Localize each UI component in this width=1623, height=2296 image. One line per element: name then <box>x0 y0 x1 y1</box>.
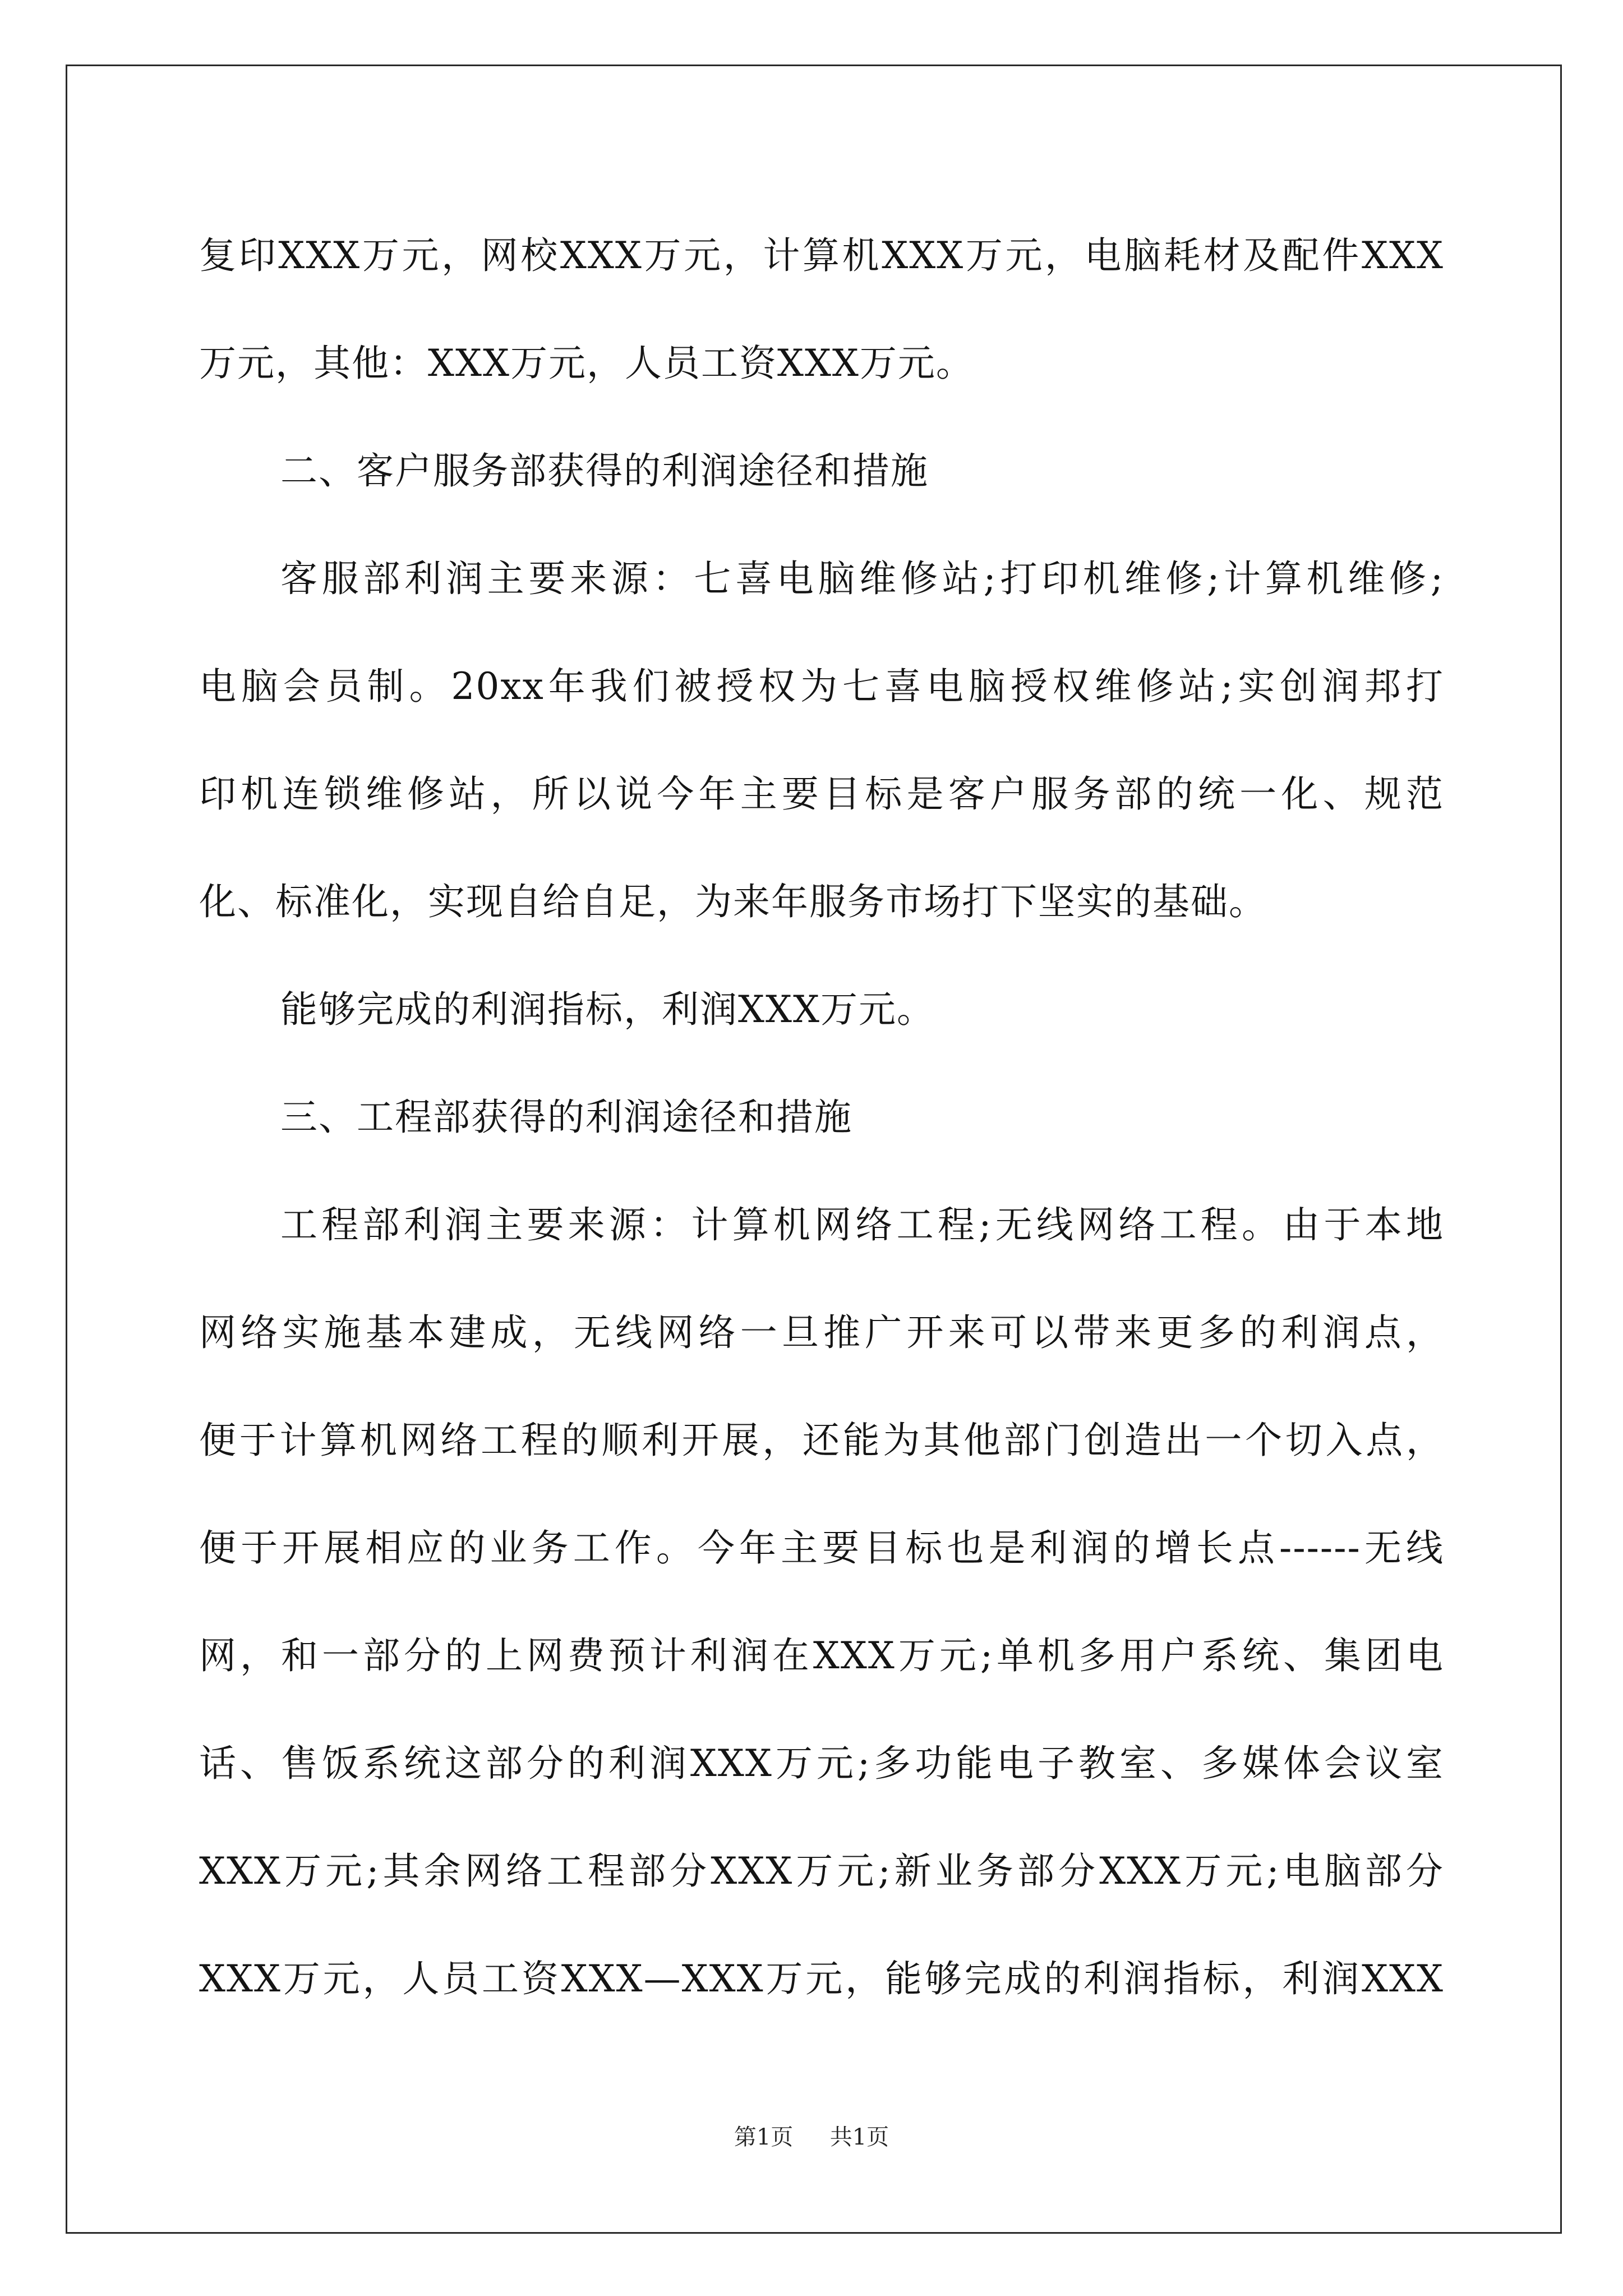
page-total: 共1页 <box>829 2124 889 2150</box>
section-heading: 二、客户服务部获得的利润途径和措施 <box>280 449 929 493</box>
text-line: 能够完成的利润指标，利润XXX万元。 <box>280 988 935 1031</box>
section-heading: 三、工程部获得的利润途径和措施 <box>280 1096 852 1139</box>
text-line: XXX万元，人员工资XXX—XXX万元，能够完成的利润指标，利润XXX <box>199 1957 1444 2000</box>
text-line: 网络实施基本建成，无线网络一旦推广开来可以带来更多的利润点， <box>199 1311 1444 1354</box>
text-line: 复印XXX万元，网校XXX万元，计算机XXX万元，电脑耗材及配件XXX <box>199 234 1444 277</box>
page-number: 第1页 <box>734 2124 794 2150</box>
text-line: 印机连锁维修站，所以说今年主要目标是客户服务部的统一化、规范 <box>199 772 1444 816</box>
text-line: 客服部利润主要来源：七喜电脑维修站;打印机维修;计算机维修; <box>280 557 1444 600</box>
text-line: 便于计算机网络工程的顺利开展，还能为其他部门创造出一个切入点， <box>199 1419 1444 1462</box>
document-body <box>199 202 1444 2033</box>
text-line: 话、售饭系统这部分的利润XXX万元;多功能电子教室、多媒体会议室 <box>199 1742 1444 1785</box>
text-line: 便于开展相应的业务工作。今年主要目标也是利润的增长点------无线 <box>199 1526 1444 1570</box>
text-line: 网，和一部分的上网费预计利润在XXX万元;单机多用户系统、集团电 <box>199 1634 1444 1677</box>
text-line: 化、标准化，实现自给自足，为来年服务市场打下坚实的基础。 <box>199 880 1267 923</box>
page-footer <box>0 2119 1623 2151</box>
text-line: 万元，其他：XXX万元，人员工资XXX万元。 <box>199 342 974 385</box>
text-line: 电脑会员制。20xx年我们被授权为七喜电脑授权维修站;实创润邦打 <box>199 665 1444 708</box>
text-line: XXX万元;其余网络工程部分XXX万元;新业务部分XXX万元;电脑部分 <box>199 1849 1444 1893</box>
text-line: 工程部利润主要来源：计算机网络工程;无线网络工程。由于本地 <box>280 1203 1444 1246</box>
